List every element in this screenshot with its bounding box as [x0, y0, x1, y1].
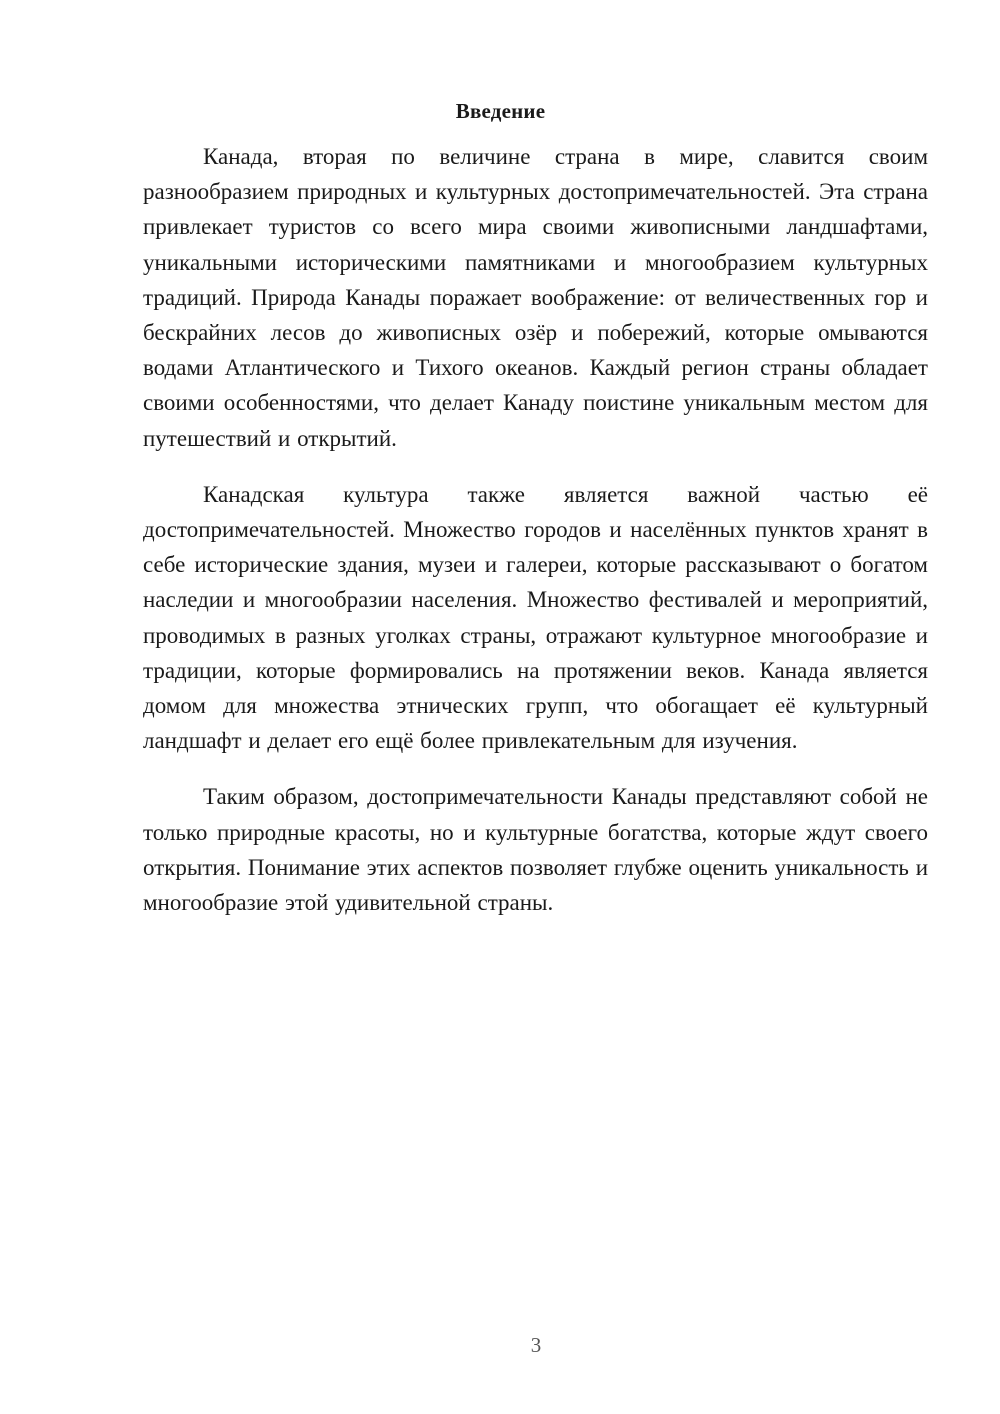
page-number: 3: [530, 1333, 542, 1357]
page-content: [143, 95, 928, 941]
paragraph-3: Таким образом, достопримечательности Канады представляют собой не только природные красоты, но и культурные богатства, которые ждут своего открытия. Понимание этих аспектов позволяет глубже оценить уникальность и многообразие этой удивительной страны.: [143, 784, 928, 916]
paragraph-2: Канадская культура также является важной частью её достопримечательностей. Множество городов и населённых пунктов хранят в себе исторические здания, музеи и галереи, которые рассказывают о богатом наследии и многообразии населения. Множество фестивалей и мероприятий, проводимых в разных уголках страны, отражают культурное многообразие и традиции, которые формировались на протяжении веков. Канада является домом для множества этнических групп, что обогащает её культурный ландшафт и делает его ещё более привлекательным для изучения.: [143, 481, 928, 754]
paragraph-1: Канада, вторая по величине страна в мире, славится своим разнообразием природных и культурных достопримечательностей. Эта страна привлекает туристов со всего мира своими живописными ландшафтами, уникальными историческими памятниками и многообразием культурных традиций. Природа Канады поражает воображение: от величественных гор и бескрайних лесов до живописных озёр и побережий, которые омываются водами Атлантического и Тихого океанов. Каждый регион страны обладает своими особенностями, что делает Канаду поистине уникальным местом для путешествий и открытий.: [143, 144, 928, 451]
section-title: Введение: [455, 99, 546, 123]
